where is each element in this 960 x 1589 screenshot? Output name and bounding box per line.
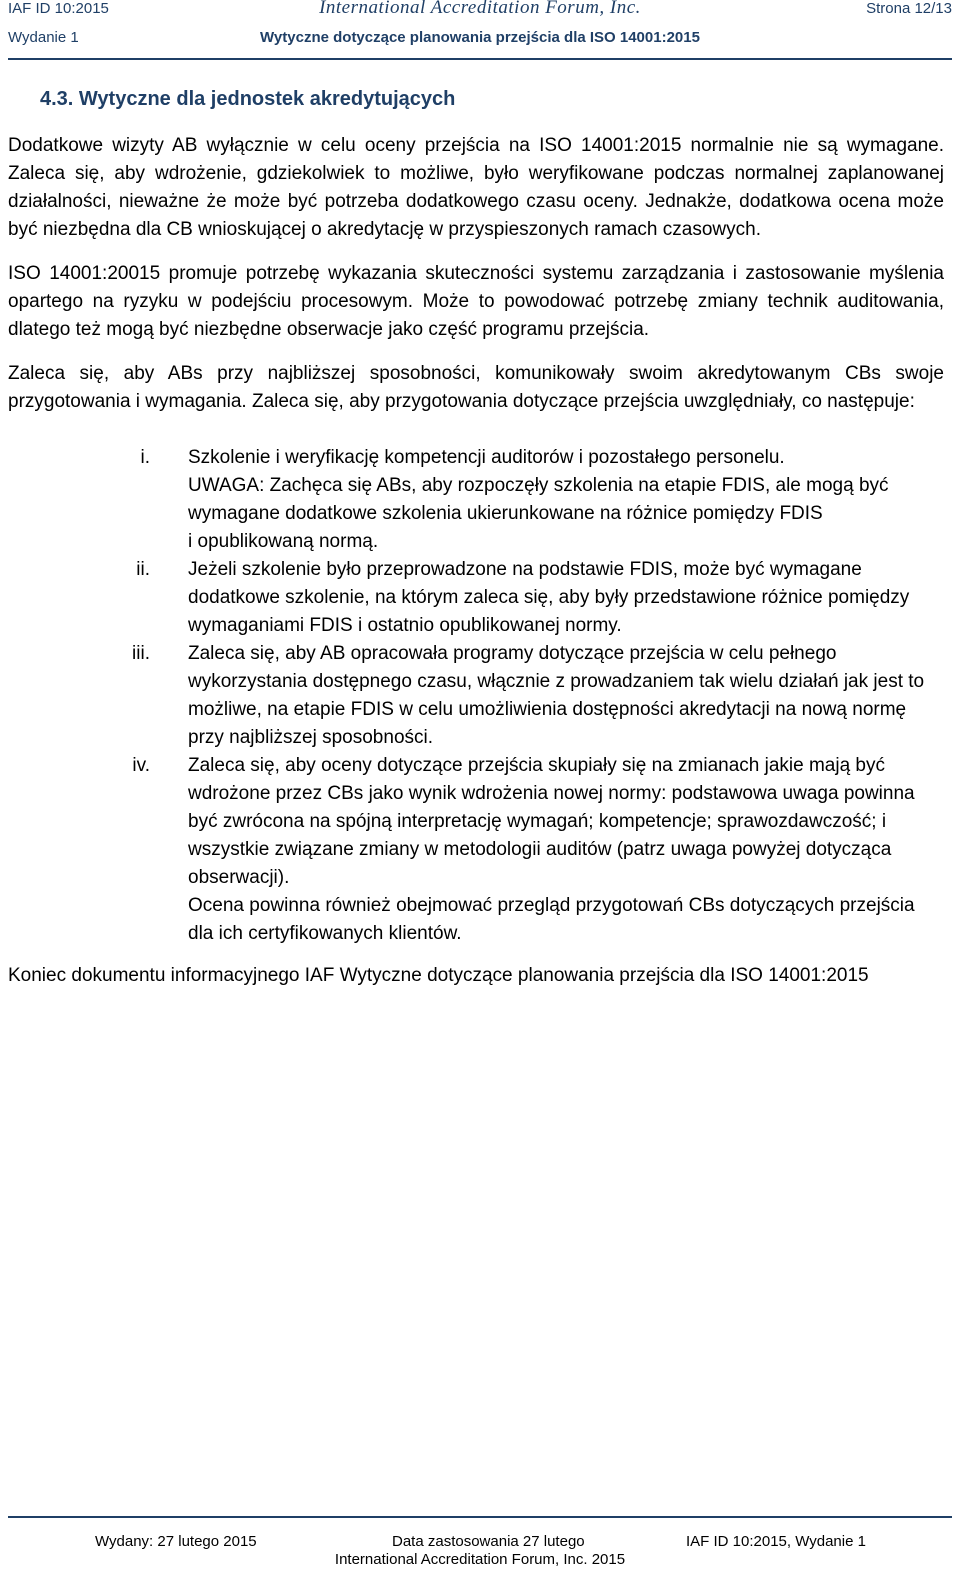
transition-preparations-list [8, 444, 944, 948]
list-item [8, 556, 944, 640]
list-item-note-continuation: i opublikowaną normą. [188, 531, 379, 552]
document-body [8, 132, 944, 1006]
list-item-marker: iii. [132, 643, 150, 664]
footer-document-id: IAF ID 10:2015, Wydanie 1 [686, 1533, 866, 1550]
footer-copyright: International Accreditation Forum, Inc. 2015 [334, 1551, 626, 1568]
list-item-text: Zaleca się, aby AB opracowała programy dotyczące przejścia w celu pełnego wykorzystania dostępnego czasu, włącznie z prowadzaniem tak wielu działań jak jest to możliwe, na etapie FDIS w celu umożliwienia dostępności akredytacji na nową normę przy najbliższej sposobności. [188, 643, 925, 748]
list-item-marker: ii. [136, 559, 150, 580]
list-item [8, 444, 944, 556]
list-item-marker: i. [140, 447, 150, 468]
page-footer [8, 1516, 952, 1586]
paragraph-additional-visits: Dodatkowe wizyty AB wyłącznie w celu oceny przejścia na ISO 14001:2015 normalnie nie są wymagane. Zaleca się, aby wdrożenie, gdziekolwiek to możliwe, było weryfikowane podczas normalnej zaplanowanej działalności, nieważne że może być potrzeba dodatkowego czasu oceny. Jednakże, dodatkowa ocena może być niezbędna dla CB wnioskującej o akredytację w przyspieszonych ramach czasowych. [8, 135, 944, 240]
list-item-text: Szkolenie i weryfikację kompetencji auditorów i pozostałego personelu. [188, 447, 785, 468]
header-document-id: IAF ID 10:2015 [8, 0, 109, 17]
closing-statement: Koniec dokumentu informacyjnego IAF Wytyczne dotyczące planowania przejścia dla ISO 14001:2015 [8, 965, 869, 986]
header-organization: International Accreditation Forum, Inc. [319, 0, 641, 18]
list-item-note: UWAGA: Zachęca się ABs, aby rozpoczęły szkolenia na etapie FDIS, ale mogą być wymagane dodatkowe szkolenia ukierunkowane na różnice pomiędzy FDIS [188, 475, 889, 524]
header-document-title: Wytyczne dotyczące planowania przejścia dla ISO 14001:2015 [260, 29, 700, 46]
list-item-text-continuation: Ocena powinna również obejmować przegląd przygotowań CBs dotyczących przejścia dla ich certyfikowanych klientów. [188, 895, 915, 944]
section-heading: 4.3. Wytyczne dla jednostek akredytujących [40, 88, 456, 110]
header-edition: Wydanie 1 [8, 29, 79, 46]
list-item-text: Jeżeli szkolenie było przeprowadzone na podstawie FDIS, może być wymagane dodatkowe szkolenie, na którym zaleca się, aby były przedstawione różnice pomiędzy wymaganiami FDIS i ostatnio opublikowanej normy. [188, 559, 910, 636]
list-item [8, 752, 944, 948]
header-page-number: Strona 12/13 [866, 0, 952, 17]
paragraph-ab-communication: Zaleca się, aby ABs przy najbliższej sposobności, komunikowały swoim akredytowanym CBs swoje przygotowania i wymagania. Zaleca się, aby przygotowania dotyczące przejścia uwzględniały, co następuje: [8, 363, 944, 412]
list-item-text: Zaleca się, aby oceny dotyczące przejścia skupiały się na zmianach jakie mają być wdrożone przez CBs jako wynik wdrożenia nowej normy: podstawowa uwaga powinna być zwrócona na spójną interpretację wymagań; kompetencje; sprawozdawczość; i wszystkie związane zmiany w metodologii auditów (patrz uwaga powyżej dotycząca obserwacji). [188, 755, 915, 888]
paragraph-iso-promotes: ISO 14001:20015 promuje potrzebę wykazania skuteczności systemu zarządzania i zastosowanie myślenia opartego na ryzyku w podejściu procesowym. Może to powodować potrzebę zmiany technik auditowania, dlatego też mogą być niezbędne obserwacje jako część programu przejścia. [8, 263, 944, 340]
footer-issue-date: Wydany: 27 lutego 2015 [95, 1533, 257, 1550]
list-item-marker: iv. [132, 755, 150, 776]
list-item [8, 640, 944, 752]
page-header [8, 0, 952, 60]
footer-application-date: Data zastosowania 27 lutego [392, 1533, 585, 1550]
